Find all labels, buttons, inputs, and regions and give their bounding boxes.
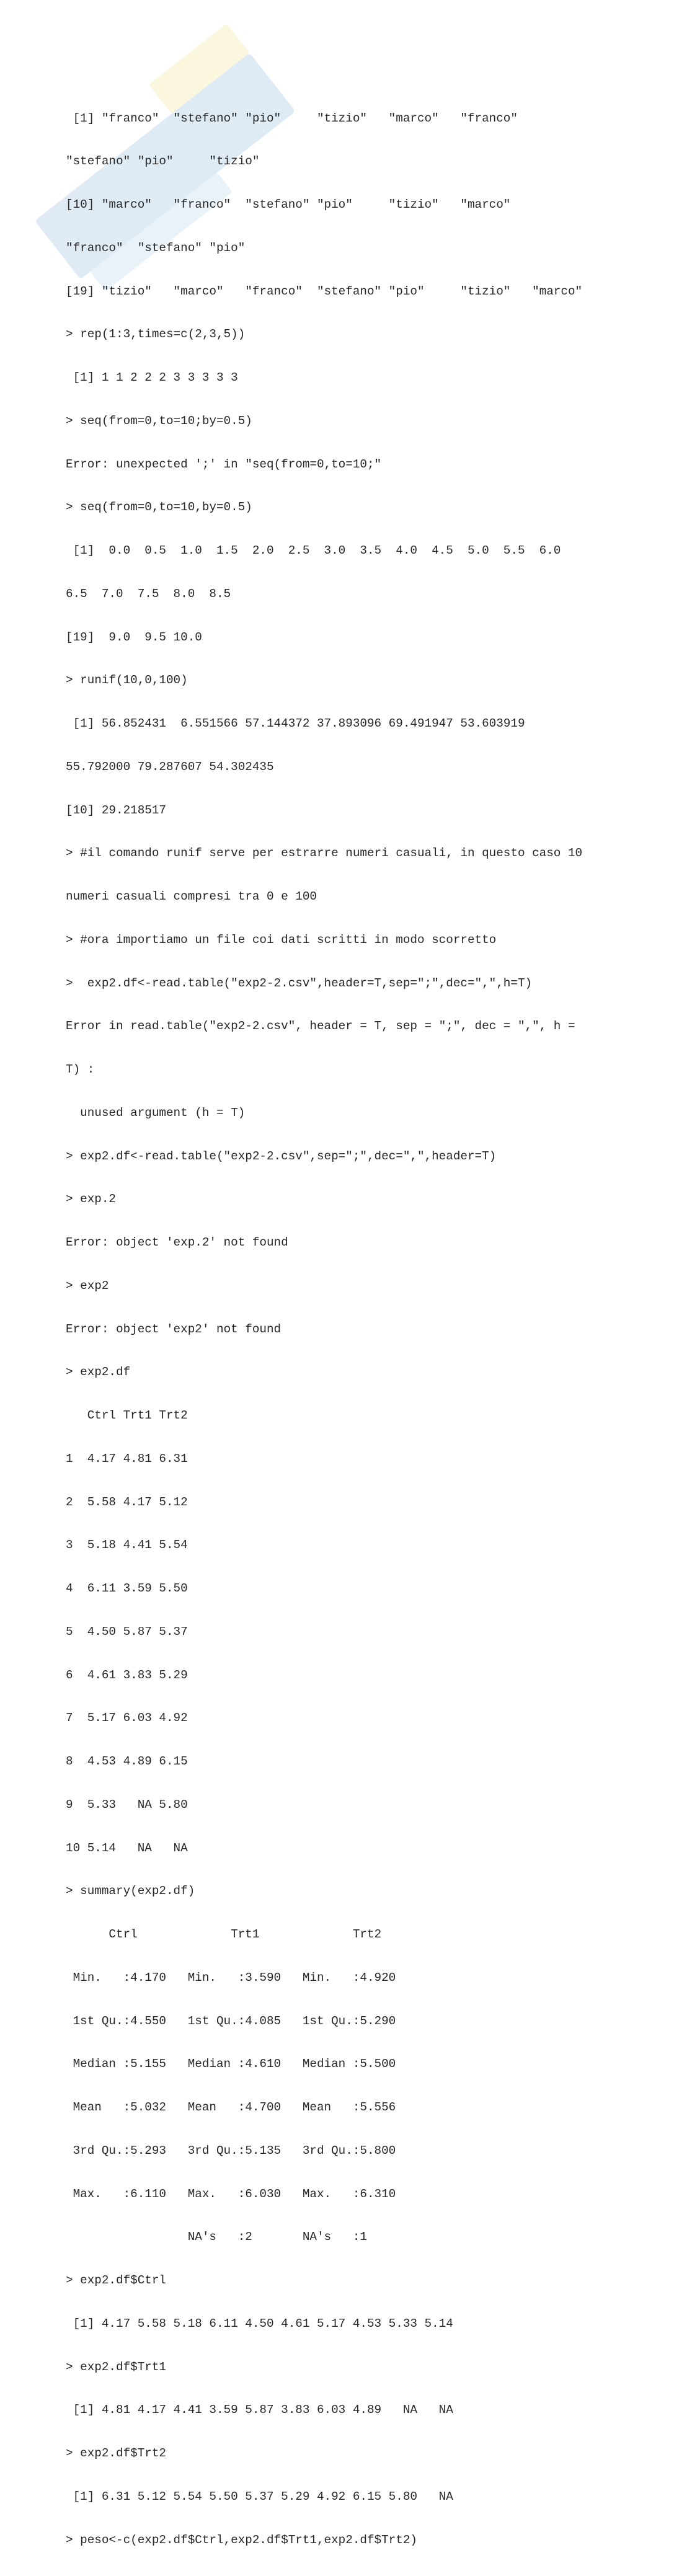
r-console-transcript	[66, 82, 649, 2576]
console-line: [1] 0.0 0.5 1.0 1.5 2.0 2.5 3.0 3.5 4.0 4.5 5.0 5.5 6.0	[66, 544, 561, 557]
console-line: 8 4.53 4.89 6.15	[66, 1755, 188, 1768]
console-line: > seq(from=0,to=10,by=0.5)	[66, 500, 252, 515]
console-line: > exp2.df	[66, 1365, 131, 1379]
console-line: 9 5.33 NA 5.80	[66, 1797, 188, 1812]
console-line: > exp.2	[66, 1192, 116, 1206]
console-line: 6.5 7.0 7.5 8.0 8.5	[66, 586, 231, 601]
console-line: 55.792000 79.287607 54.302435	[66, 759, 274, 774]
console-line: "stefano" "pio" "tizio"	[66, 154, 260, 169]
console-line: > exp2.df$Ctrl	[66, 2273, 166, 2287]
console-line: Ctrl Trt1 Trt2	[66, 1928, 425, 1941]
console-line: 1st Qu.:4.550 1st Qu.:4.085 1st Qu.:5.290	[66, 2014, 410, 2028]
console-line: 10 5.14 NA NA	[66, 1841, 188, 1855]
console-line: NA's :2 NA's :1	[66, 2230, 410, 2244]
console-line: 4 6.11 3.59 5.50	[66, 1582, 188, 1595]
console-line: numeri casuali compresi tra 0 e 100	[66, 890, 317, 903]
console-line: > exp2	[66, 1278, 109, 1293]
console-line: 1 4.17 4.81 6.31	[66, 1451, 188, 1466]
console-line: > rep(1:3,times=c(2,3,5))	[66, 327, 246, 342]
console-line: T) :	[66, 1063, 95, 1076]
console-line: > exp2.df$Trt2	[66, 2446, 166, 2460]
console-line: Min. :4.170 Min. :3.590 Min. :4.920	[66, 1970, 410, 1985]
console-line: Error in read.table("exp2-2.csv", header = T, sep = ";", dec = ",", h =	[66, 1019, 575, 1033]
console-line: 2 5.58 4.17 5.12	[66, 1495, 188, 1509]
console-line: [10] "marco" "franco" "stefano" "pio" "tizio" "marco"	[66, 198, 511, 211]
console-line: > seq(from=0,to=10;by=0.5)	[66, 414, 252, 428]
console-line: > peso<-c(exp2.df$Ctrl,exp2.df$Trt1,exp2.df$Trt2)	[66, 2533, 417, 2547]
console-line: 6 4.61 3.83 5.29	[66, 1668, 188, 1682]
console-line: 3rd Qu.:5.293 3rd Qu.:5.135 3rd Qu.:5.800	[66, 2143, 410, 2158]
console-line: > #il comando runif serve per estrarre numeri casuali, in questo caso 10	[66, 846, 583, 861]
console-line: 5 4.50 5.87 5.37	[66, 1624, 188, 1639]
console-line: > summary(exp2.df)	[66, 1884, 195, 1898]
console-line: [1] 4.17 5.58 5.18 6.11 4.50 4.61 5.17 4.53 5.33 5.14	[66, 2316, 453, 2330]
console-line: [10] 29.218517	[66, 803, 166, 817]
console-line: Error: object 'exp2' not found	[66, 1322, 282, 1336]
console-line: > #ora importiamo un file coi dati scritti in modo scorretto	[66, 932, 497, 947]
console-line: [1] 6.31 5.12 5.54 5.50 5.37 5.29 4.92 6.15 5.80 NA	[66, 2489, 453, 2503]
console-line: 3 5.18 4.41 5.54	[66, 1538, 188, 1552]
console-line: Max. :6.110 Max. :6.030 Max. :6.310	[66, 2187, 410, 2201]
console-line: Mean :5.032 Mean :4.700 Mean :5.556	[66, 2100, 410, 2114]
console-line: > exp2.df<-read.table("exp2-2.csv",sep=";",dec=",",header=T)	[66, 1149, 497, 1163]
console-line: > runif(10,0,100)	[66, 673, 188, 688]
console-line: > exp2.df$Trt1	[66, 2360, 166, 2374]
console-line: [19] "tizio" "marco" "franco" "stefano" "pio" "tizio" "marco"	[66, 284, 583, 298]
console-line: > exp2.df<-read.table("exp2-2.csv",header=T,sep=";",dec=",",h=T)	[66, 976, 533, 990]
console-line: Error: object 'exp.2' not found	[66, 1236, 288, 1249]
console-line: unused argument (h = T)	[66, 1105, 246, 1120]
console-line: Error: unexpected ';' in "seq(from=0,to=10;"	[66, 457, 382, 471]
console-line: [1] 4.81 4.17 4.41 3.59 5.87 3.83 6.03 4.89 NA NA	[66, 2403, 453, 2417]
console-line: [1] 1 1 2 2 2 3 3 3 3 3	[66, 371, 238, 384]
console-line: [1] 56.852431 6.551566 57.144372 37.893096 69.491947 53.603919	[66, 717, 525, 730]
console-line: Median :5.155 Median :4.610 Median :5.500	[66, 2057, 410, 2071]
console-line: [19] 9.0 9.5 10.0	[66, 630, 202, 644]
console-line: "franco" "stefano" "pio"	[66, 241, 246, 255]
console-line: 7 5.17 6.03 4.92	[66, 1711, 188, 1725]
console-line: Ctrl Trt1 Trt2	[66, 1409, 188, 1422]
console-line: [1] "franco" "stefano" "pio" "tizio" "marco" "franco"	[66, 111, 518, 125]
